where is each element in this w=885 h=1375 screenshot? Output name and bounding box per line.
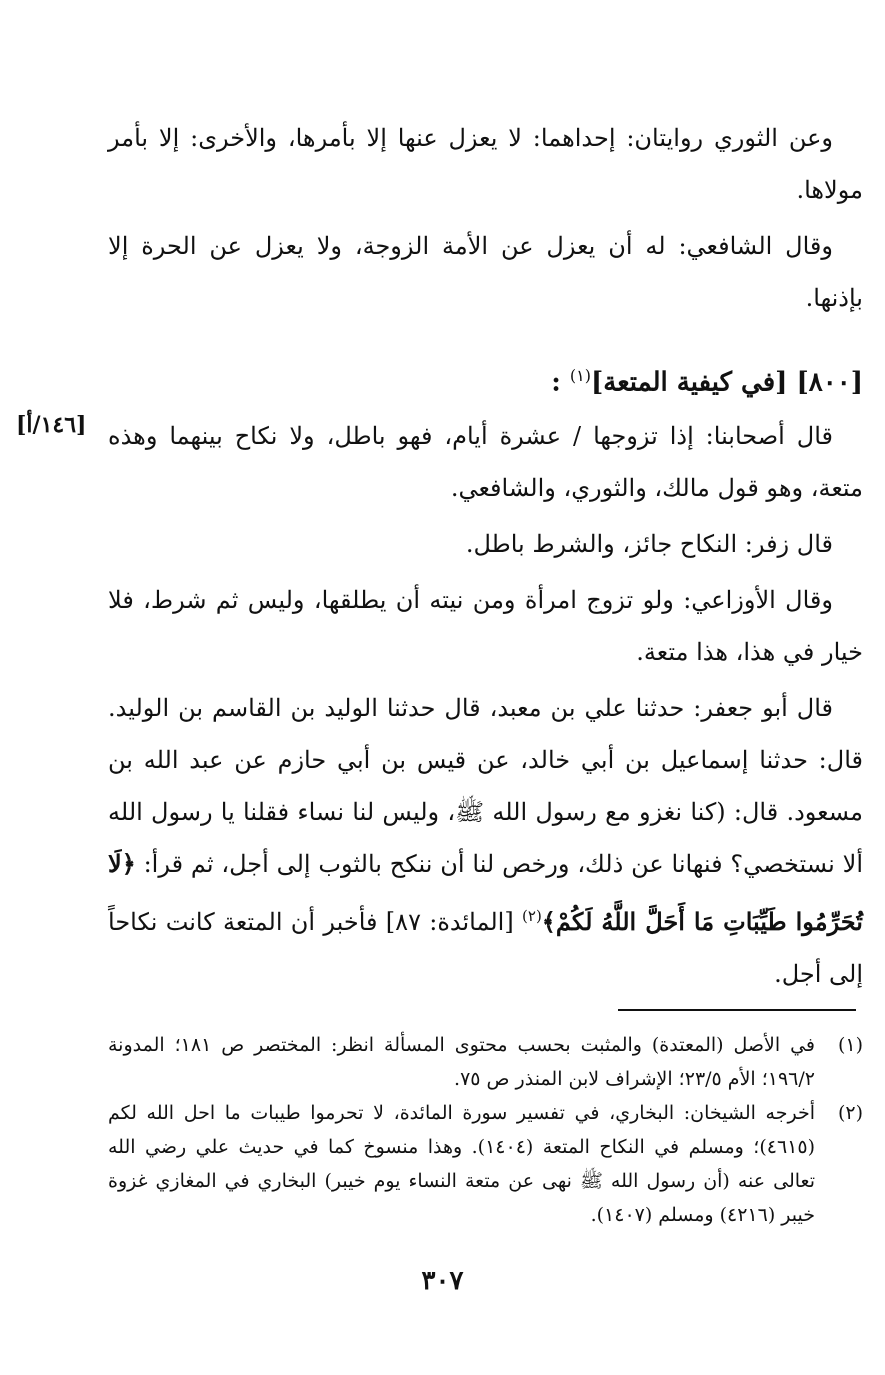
footnote-text: أخرجه الشيخان: البخاري، في تفسير سورة المائدة، لا تحرموا طيبات ما احل الله لكم (٤٦١٥)؛ ومسلم في النكاح المتعة (١٤٠٤). وهذا منسوخ كما في حديث علي رضي الله تعالى عنه (أن رسول الله ﷺ نهى عن متعة النساء يوم خيبر) البخاري في المغازي غزوة خيبر (٤٢١٦) ومسلم (١٤٠٧). [108, 1102, 815, 1226]
quran-footnote-ref: (٢) [522, 907, 542, 925]
heading-footnote-ref: (١) [569, 366, 591, 385]
main-paragraphs [108, 410, 863, 1000]
footnote-separator [618, 1009, 856, 1011]
footnote-2 [108, 1096, 863, 1232]
heading-text: [٨٠٠] [في كيفية المتعة] [590, 367, 863, 398]
footnote-text: في الأصل (المعتدة) والمثبت بحسب محتوى المسألة انظر: المختصر ص ١٨١؛ المدونة ١٩٦/٢؛ الأم ٢٣/٥؛ الإشراف لابن المنذر ص ٧٥. [108, 1034, 815, 1090]
paragraph-awzai: وقال الأوزاعي: ولو تزوج امرأة ومن نيته أن يطلقها، وليس ثم شرط، فلا خيار في هذا، هذا متعة. [108, 586, 863, 666]
hadith-text: قال أبو جعفر: حدثنا علي بن معبد، قال حدثنا الوليد بن القاسم بن الوليد. قال: حدثنا إسماعيل بن أبي خالد، عن قيس بن أبي حازم عن عبد الله بن مسعود. قال: (كنا نغزو مع رسول الله ﷺ، وليس لنا نساء فقلنا يا رسول الله ألا نستخصي؟ فنهانا عن ذلك، ورخص لنا أن ننكح بالثوب إلى أجل، ثم قرأ: [108, 694, 864, 878]
footnote-1 [108, 1028, 863, 1096]
hadith-conclusion: [المائدة: ٨٧] فأخبر أن المتعة كانت نكاحاً إلى أجل. [108, 908, 863, 988]
section-heading [108, 350, 863, 409]
heading-suffix: : [551, 367, 561, 398]
footnote-number: (٢) [837, 1102, 863, 1124]
footnote-number: (١) [837, 1034, 863, 1056]
paragraph-thawri: وعن الثوري روايتان: إحداهما: لا يعزل عنها إلا بأمرها، والأخرى: إلا بأمر مولاها. [108, 124, 863, 204]
margin-folio-reference: [١٤٦/أ] [16, 412, 87, 438]
paragraph-hadith [108, 682, 863, 1000]
quran-verse: ﴿لَا تُحَرِّمُوا طَيِّبَاتِ مَا أَحَلَّ اللَّهُ لَكُمْ﴾ [108, 849, 863, 936]
paragraph-ashabuna: قال أصحابنا: إذا تزوجها / عشرة أيام، فهو باطل، ولا نكاح بينهما وهذه متعة، وهو قول مالك، والثوري، والشافعي. [108, 422, 863, 502]
footnotes [108, 1028, 863, 1232]
page-number: ٣٠٧ [421, 1266, 464, 1296]
top-paragraphs [108, 112, 863, 324]
paragraph-zufar: قال زفر: النكاح جائز، والشرط باطل. [465, 530, 833, 558]
paragraph-shafii: وقال الشافعي: له أن يعزل عن الأمة الزوجة، ولا يعزل عن الحرة إلا بإذنها. [108, 232, 863, 312]
